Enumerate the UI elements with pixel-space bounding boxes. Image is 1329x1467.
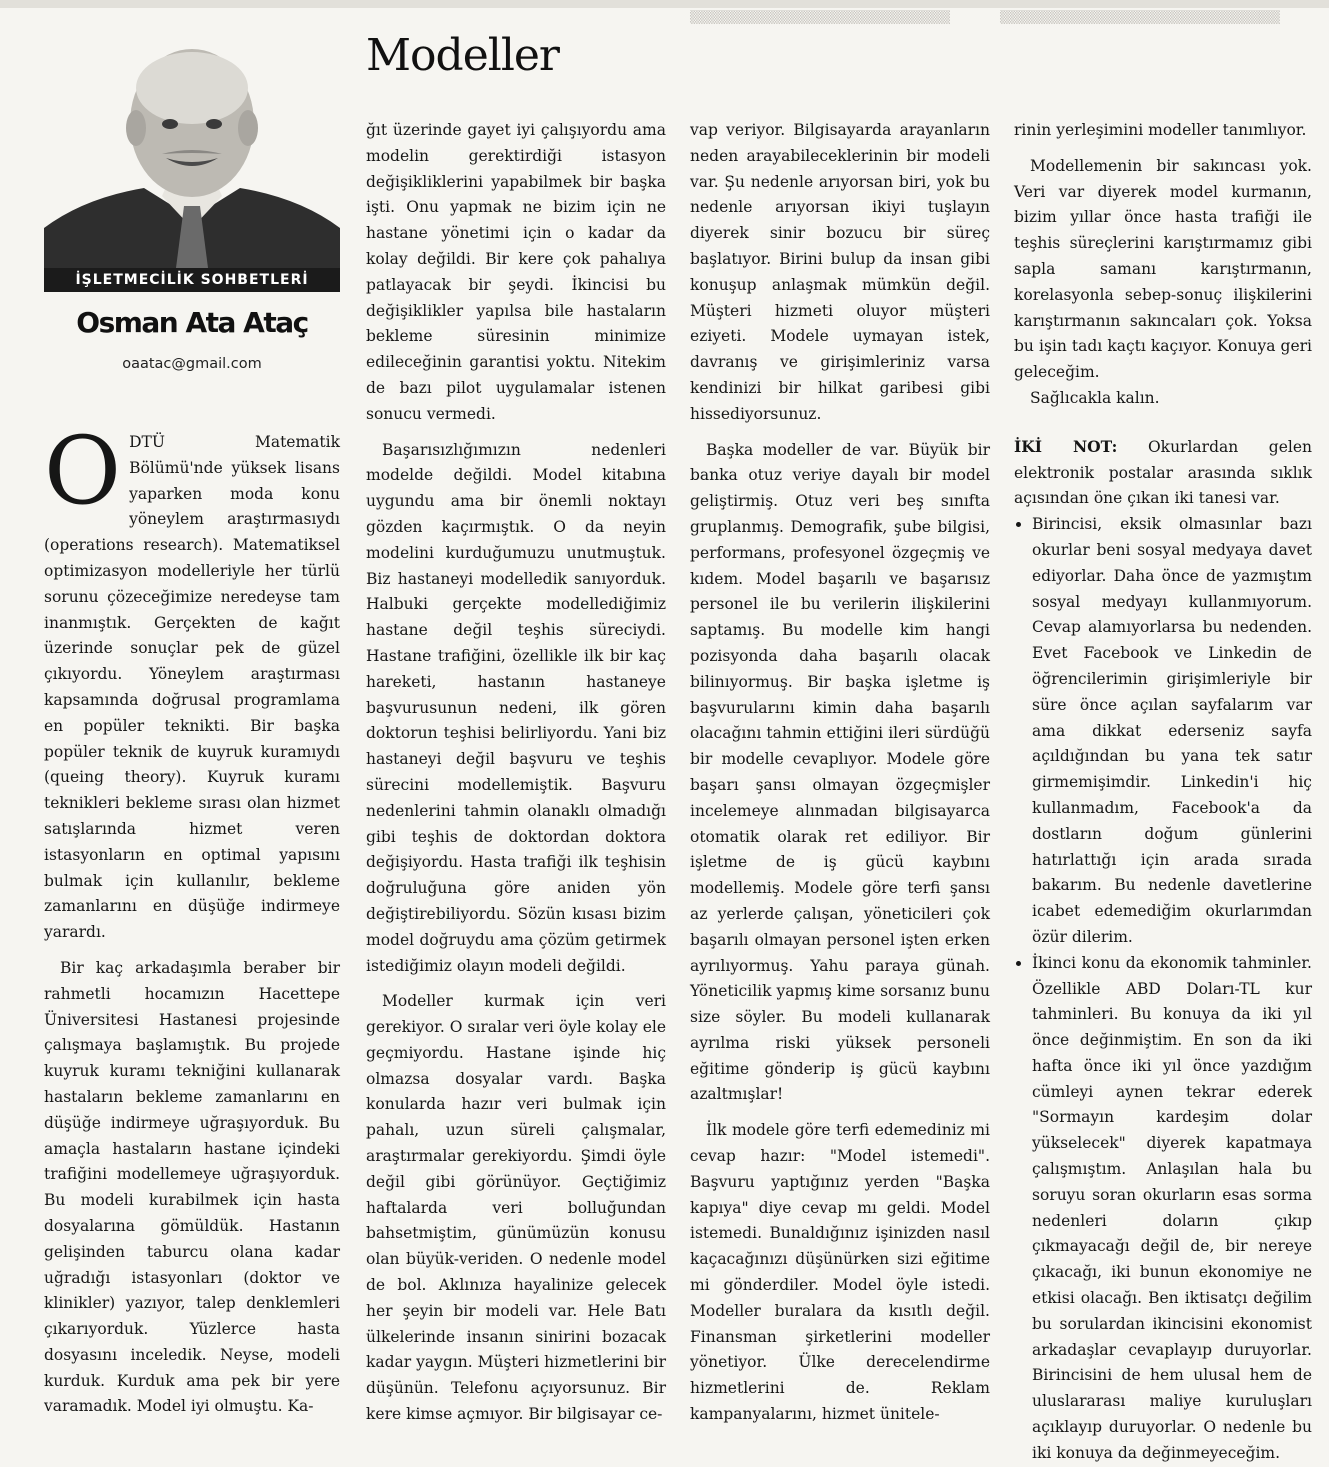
paragraph: Başarısızlığımızın nedenleri modelde değildi. Model kitabına uygundu ama bir önemli noktayı gözden kaçırmıştık. O da neyin modelini kurduğumuzu unutmuştuk. Biz hastaneyi modelledik sanıyorduk. Halbuki gerçekte modellediğimiz hastane değil teşhis süreciydi. Hastane trafiğini, özellikle ilk bir kaç hareketi, hastanın hastaneye başvurusunun nedeni, ilk gören doktorun teşhisi belirliyordu. Yani biz hastaneyi değil başvuru ve teşhis sürecini modellemiştik. Başvuru nedenlerini tahmin olanaklı olmadığı gibi teşhis de doktordan doktora değişiyordu. Hasta trafiği ilk teşhisin doğruluğuna göre aniden yön değiştirebiliyordu. Sözün kısası bizim model doğruydu ama çözüm getirmek istediğimiz olayın modeli değildi.	[366, 440, 666, 975]
paragraph: rinin yerleşimini modeller tanımlıyor.	[1014, 121, 1307, 139]
paragraph: vap veriyor. Bilgisayarda arayanların neden arayabileceklerinin bir modeli var. Şu nedenle arıyorsan biri, yok bu nedenle arıyorsan ikiyi tuşlayın diyerek sinir bozucu bir süreç başlatıyor. Birini bulup da insan gibi konuşup anlaşmak mümkün değil. Müşteri hizmeti oluyor müşteri eziyeti. Modele uymayan istek, davranış ve girişimleriniz varsa kendinizi bir hilkat garibesi gibi hissediyorsunuz.	[690, 121, 990, 423]
paragraph: Bir kaç arkadaşımla beraber bir rahmetli hocamızın Hacettepe Üniversitesi Hastanesi projesinde çalışmaya başlamıştık. Bu projede kuyruk kuramı tekniğini kullanarak hastaların bekleme zamanlarını en düşüğe indirmeye uğraşıyorduk. Bu amaçla hastaların hastane içindeki trafiğini modellemeye uğraşıyorduk. Bu modeli kurabilmek için hasta dosyalarına gömüldük. Hastanın gelişinden taburcu olana kadar uğradığı istasyonları (doktor ve klinikler) yazıyor, talep denklemleri çıkarıyorduk. Yüzlerce hasta dosyasını inceledik. Neyse, modeli kurduk. Kurduk ama pek bir yere varamadık. Model iyi olmuştu. Ka-	[44, 958, 340, 1416]
paragraph	[44, 417, 340, 946]
bleed-text-decoration: ▒▒▒▒▒▒▒▒▒▒▒▒▒▒▒▒▒▒▒▒▒▒▒▒▒▒▒▒	[1000, 10, 1280, 25]
headline: Modeller	[366, 30, 559, 81]
dropcap: O	[44, 417, 122, 526]
notes-list	[1014, 512, 1312, 1466]
author-email[interactable]: oaatac@gmail.com	[122, 356, 262, 372]
bleed-text-decoration: ▒▒▒▒▒▒▒▒▒▒▒▒▒▒▒▒▒▒▒▒▒▒▒▒▒▒	[690, 10, 950, 25]
article-column-2	[366, 118, 666, 1428]
top-edge	[0, 0, 1329, 8]
paragraph: Başka modeller de var. Büyük bir banka otuz veriye dayalı bir model geliştirmiş. Otuz veri beş sınıfta gruplanmış. Demografik, şube bilgisi, performans, profesyonel özgeçmiş ve kıdem. Model başarılı ve başarısız personel ile bu verilerin ilişkilerini saptamış. Bu modelle kim hangi pozisyonda daha başarılı olacak bilinıyormuş. Bir başka işletme iş başvurularını kimin daha başarılı olacağını tahmin ettiğini ileri sürdüğü bir modelle cevaplıyor. Modele göre başarı şansı olmayan özgeçmişler incelemeye alınmadan bilgisayarca otomatik olarak ret ediliyor. Bir işletme de iş gücü kaybını modellemiş. Modele göre terfi şansı az yerlerde çalışan, yöneticileri çok başarılı olmayan personel işten erken ayrılıyormuş. Yahu paraya günah. Yöneticilik yapmış kime sorsanız bunu size söyler. Bu modeli kullanarak ayrılma riski yüksek personeli eğitime gönderip iş gücü kaybını azaltmışlar!	[690, 440, 990, 1104]
article-column-4	[1014, 118, 1312, 1467]
list-item: • Birincisi, eksik olmasınlar bazı okurlar beni sosyal medyaya davet ediyorlar. Daha önce de yazmıştım sosyal medyayı kullanmıyorum. Cevap alamıyorlarsa bu nedenden. Evet Facebook ve Linkedin de öğrencilerimin girişimleriyle bir süre önce açılan sayfalarım var ama dikkat ederseniz sayfa açıldığından bu yana tek satır girmemişimdir. Linkedin'i hiç kullanmadım, Facebook'a da dostların doğum günlerini hatırlattığı için arada sırada bakarım. Bu nedenle davetlerine icabet edemediğim okurlarımdan özür dilerim.	[1032, 512, 1312, 951]
author-portrait	[44, 28, 340, 268]
article-column-1	[44, 417, 340, 1420]
paragraph: Modeller kurmak için veri gerekiyor. O sıralar veri öyle kolay ele geçmiyordu. Hastane işinde hiç olmazsa dosyalar vardı. Başka konularda hazır veri bulmak için pahalı, uzun süreli çalışmalar, araştırmalar gerekiyordu. Şimdi öyle değil gibi görünüyor. Geçtiğimiz haftalarda veri bolluğundan bahsetmiştim, günümüzün konusu olan büyük-veriden. O nedenle model de bol. Aklınıza hayalinize gelecek her şeyin bir modeli var. Hele Batı ülkelerinde insanın sinirini bozacak kadar yaygın. Müşteri hizmetlerini bir düşünün. Telefonu açıyorsunuz. Bir kere kimse açmıyor. Bir bilgisayar ce-	[366, 992, 666, 1424]
article-column-3	[690, 118, 990, 1428]
note-intro	[1014, 434, 1312, 512]
author-name: Osman Ata Ataç	[76, 306, 308, 339]
paragraph: ğıt üzerinde gayet iyi çalışıyordu ama modelin gerektirdiği istasyon değişikliklerini yapabilmek bir başka işti. Onu yapmak ne bizim için ne hastane yönetimi için o kadar da kolay değildi. Bir kere çok pahalıya patlayacak bir şeydi. İkincisi bu değişiklikler yapılsa bile hastaların bekleme süresinin minimize edileceğinin garantisi yoktu. Nitekim de bazı pilot uygulamalar istenen sonucu vermedi.	[366, 121, 666, 423]
paragraph-text: DTÜ Matematik Bölümü'nde yüksek lisans yaparken moda konu yöneylem araştırmasıydı (operations research). Matematiksel optimizasyon modelleriyle her türlü sorunu çözeceğimize neredeyse tam inanmıştık. Gerçekten de kağıt üzerinde sonuçlar pek de güzel çıkıyordu. Yöneylem araştırması kapsamında doğrusal programlama en popüler teknikti. Bir başka popüler teknik de kuyruk kuramıydı (queing theory). Kuyruk kuramı teknikleri bekleme sırası olan hizmet satışlarında hizmet veren istasyonların en optimal yapısını bulmak için kullanılır, bekleme zamanlarını en düşüğe indirmeye yarardı.	[44, 433, 340, 942]
note-text: Okurlardan gelen elektronik postalar arasında sıklık açısından öne çıkan iki tanesi var.	[1014, 437, 1312, 508]
note-label: İKİ NOT:	[1014, 436, 1118, 456]
paragraph: İlk modele göre terfi edemediniz mi cevap hazır: "Model istemedi". Başvuru yaptığınız yerden "Başka kapıya" diye cevap mı geldi. Model istemedi. Bunaldığınız işinizden nasıl kaçacağınızı düşünürken sizi eğitime mi gönderdiler. Model öyle istedi. Modeller buralara da kısıtlı değil. Finansman şirketlerini modeller yönetiyor. Ülke derecelendirme hizmetlerini de. Reklam kampanyalarını, hizmet ünitele-	[690, 1121, 990, 1424]
paragraph: Modellemenin bir sakıncası yok. Veri var diyerek model kurmanın, bizim yıllar önce hasta trafiği ile teşhis süreçlerini karıştırmamız gibi sapla samanı karıştırmanın, korelasyonla sebep-sonuç ilişkilerini karıştırmanın sakıncaları çok. Yoksa bu işin tadı kaçtı kaçıyor. Konuya geri geleceğim.	[1014, 156, 1312, 382]
column-banner: İŞLETMECİLİK SOHBETLERİ	[44, 268, 340, 292]
paragraph: Sağlıcakla kalın.	[1030, 388, 1160, 407]
list-item: • İkinci konu da ekonomik tahminler. Özellikle ABD Doları-TL kur tahminleri. Bu konuya da iki yıl önce değinmiştim. En son da iki hafta önce iki yıl önce yazdığım cümleyi aynen tekrar ederek "Sormayın kardeşim dolar yükselecek" diyerek kapatmaya çalışmıştım. Anlaşılan hala bu soruyu soran okurların esas sorma nedenleri doların çıkıp çıkmayacağı değil de, bir nereye çıkacağı, iki bunun ekonomiye ne etkisi olacağı. Ben iktisatçı değilim bu sorulardan ikincisini ekonomist arkadaşlar cevaplayıp duruyorlar. Birincisini de hem ulusal hem de uluslararası maliye kuruluşları açıklayıp duruyorlar. O nedenle bu iki konuya da değinmeyeceğim.	[1032, 951, 1312, 1467]
